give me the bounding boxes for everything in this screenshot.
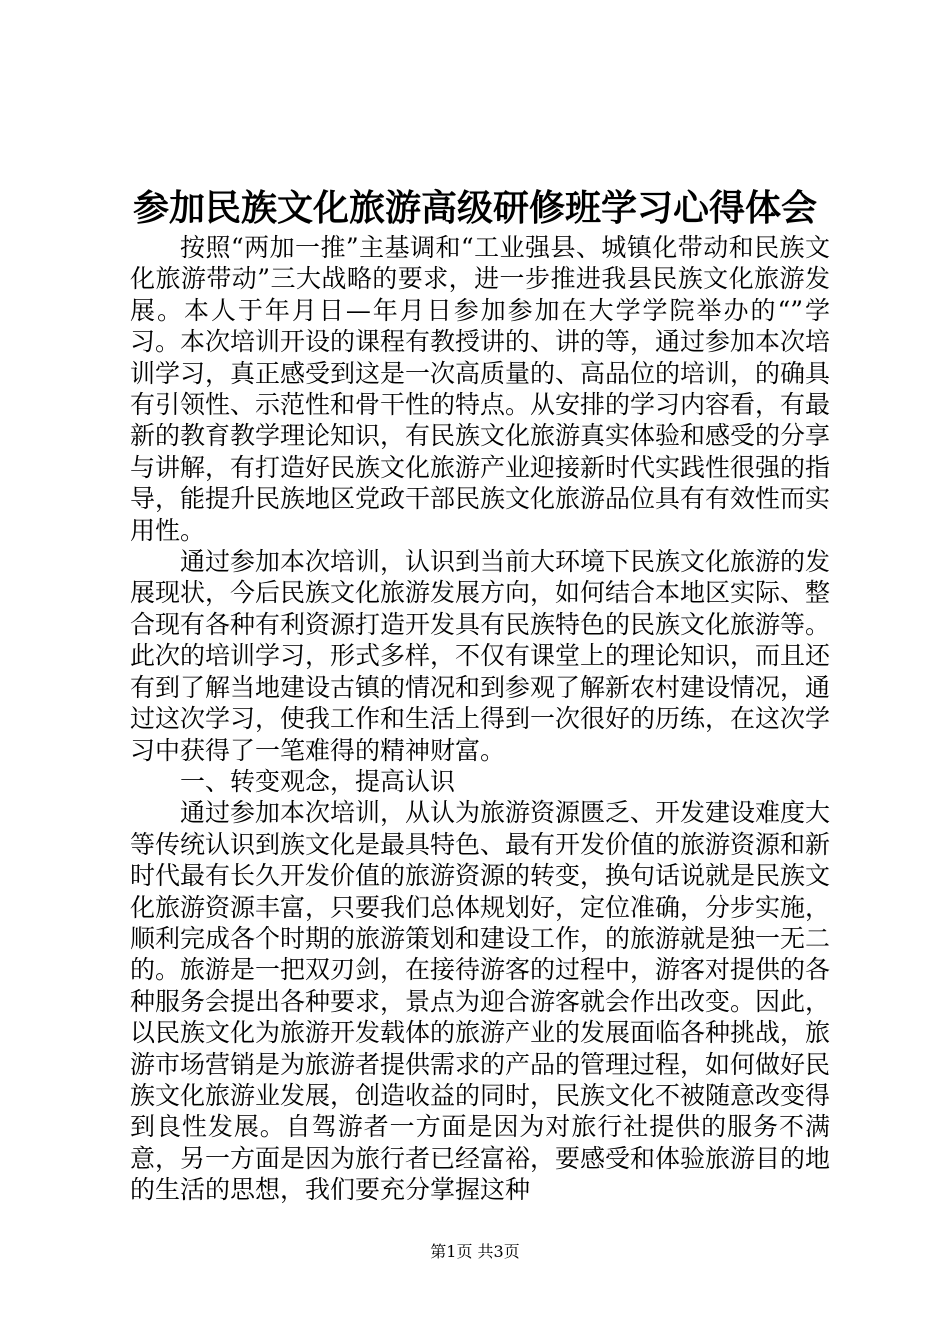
paragraph-section-1: 通过参加本次培训，从认为旅游资源匮乏、开发建设难度大等传统认识到族文化是最具特色、最有开发价值的旅游资源和新时代最有长久开发价值的旅游资源的转变，换句话说就是民族文化旅游资源丰富，只要我们总体规划好，定位准确，分步实施，顺利完成各个时期的旅游策划和建设工作，的旅游就是独一无二的。旅游是一把双刃剑，在接待游客的过程中，游客对提供的各种服务会提出各种要求，景点为迎合游客就会作出改变。因此，以民族文化为旅游开发载体的旅游产业的发展面临各种挑战，旅游市场营销是为旅游者提供需求的产品的管理过程，如何做好民族文化旅游业发展，创造收益的同时，民族文化不被随意改变得到良性发展。自驾游者一方面是因为对旅行社提供的服务不满意，另一方面是因为旅行者已经富裕，要感受和体验旅游目的地的生活的思想，我们要充分掌握这种 <box>130 798 831 1205</box>
document-body <box>130 232 830 1206</box>
page-number: 第1页 共3页 <box>430 1242 520 1261</box>
paragraph-intro: 按照“两加一推”主基调和“工业强县、城镇化带动和民族文化旅游带动”三大战略的要求，进一步推进我县民族文化旅游发展。本人于年月日—年月日参加参加在大学学院举办的“”学习。本次培训开设的课程有教授讲的、讲的等，通过参加本次培训学习，真正感受到这是一次高质量的、高品位的培训，的确具有引领性、示范性和骨干性的特点。从安排的学习内容看，有最新的教育教学理论知识，有民族文化旅游真实体验和感受的分享与讲解，有打造好民族文化旅游产业迎接新时代实践性很强的指导，能提升民族地区党政干部民族文化旅游品位具有有效性而实用性。 <box>130 233 831 545</box>
paragraph-training: 通过参加本次培训，认识到当前大环境下民族文化旅游的发展现状，今后民族文化旅游发展方向，如何结合本地区实际、整合现有各种有利资源打造开发具有民族特色的民族文化旅游等。此次的培训学习，形式多样，不仅有课堂上的理论知识，而且还有到了解当地建设古镇的情况和到参观了解新农村建设情况，通过这次学习，使我工作和生活上得到一次很好的历练，在这次学习中获得了一笔难得的精神财富。 <box>130 547 831 765</box>
document-title: 参加民族文化旅游高级研修班学习心得体会 <box>132 187 817 229</box>
section-heading-1: 一、转变观念，提高认识 <box>180 766 456 796</box>
